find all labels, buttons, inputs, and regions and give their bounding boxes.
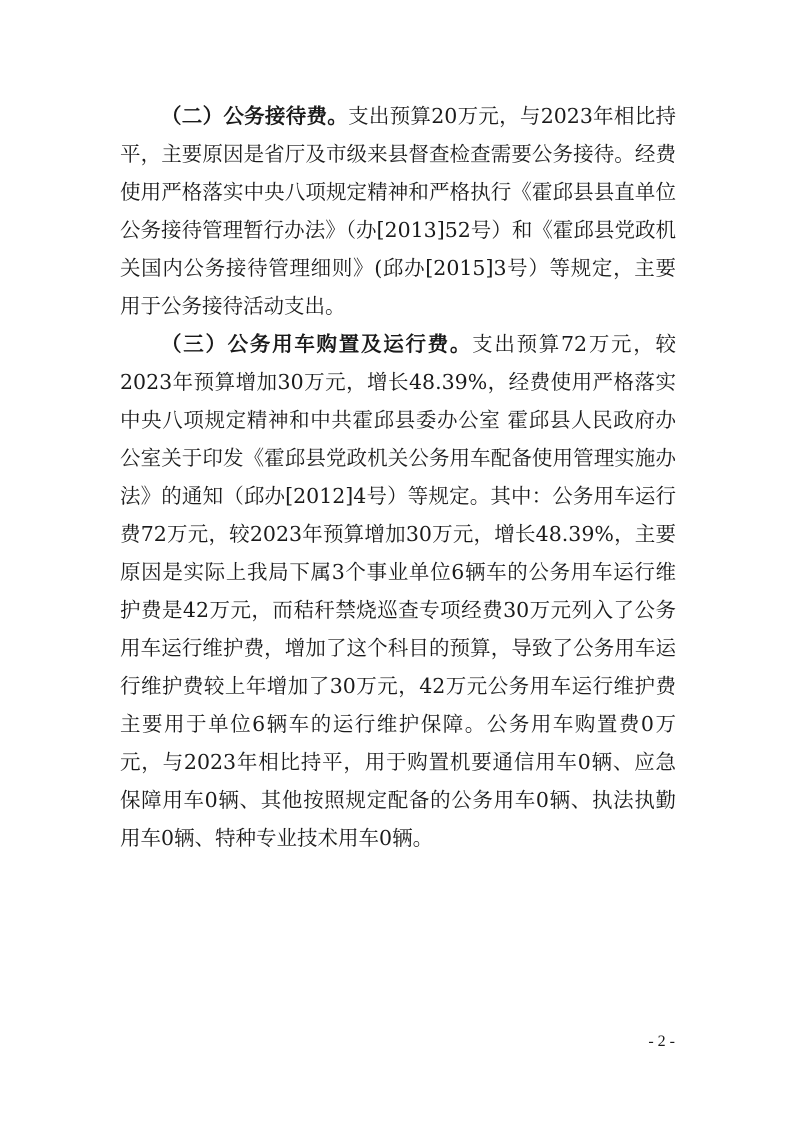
section-heading-vehicle: （三）公务用车购置及运行费。 <box>161 332 473 356</box>
document-body <box>120 97 676 857</box>
paragraph-text-reception: 支出预算20万元，与2023年相比持平，主要原因是省厅及市级来县督查检查需要公务接待。经费使用严格落实中央八项规定精神和严格执行《霍邱县县直单位公务接待管理暂行办法》（办[2013]52号）和《霍邱县党政机关国内公务接待管理细则》(邱办[2015]3号）等规定，主要用于公务接待活动支出。 <box>120 104 677 318</box>
paragraph-reception-expense <box>120 97 676 325</box>
paragraph-text-vehicle: 支出预算72万元，较2023年预算增加30万元，增长48.39%，经费使用严格落实中央八项规定精神和中共霍邱县委办公室 霍邱县人民政府办公室关于印发《霍邱县党政机关公务用车配备使用管理实施办法》的通知（邱办[2012]4号）等规定。其中：公务用车运行费72万元，较2023年预算增加30万元，增长48.39%，主要原因是实际上我局下属3个事业单位6辆车的公务用车运行维护费是42万元，而秸秆禁烧巡查专项经费30万元列入了公务用车运行维护费，增加了这个科目的预算，导致了公务用车运行维护费较上年增加了30万元，42万元公务用车运行维护费主要用于单位6辆车的运行维护保障。公务用车购置费0万元，与2023年相比持平，用于购置机要通信用车0辆、应急保障用车0辆、其他按照规定配备的公务用车0辆、执法执勤用车0辆、特种专业技术用车0辆。 <box>120 332 676 850</box>
page-number: - 2 - <box>648 1033 675 1050</box>
section-heading-reception: （二）公务接待费。 <box>161 104 349 128</box>
paragraph-vehicle-expense <box>120 325 676 857</box>
